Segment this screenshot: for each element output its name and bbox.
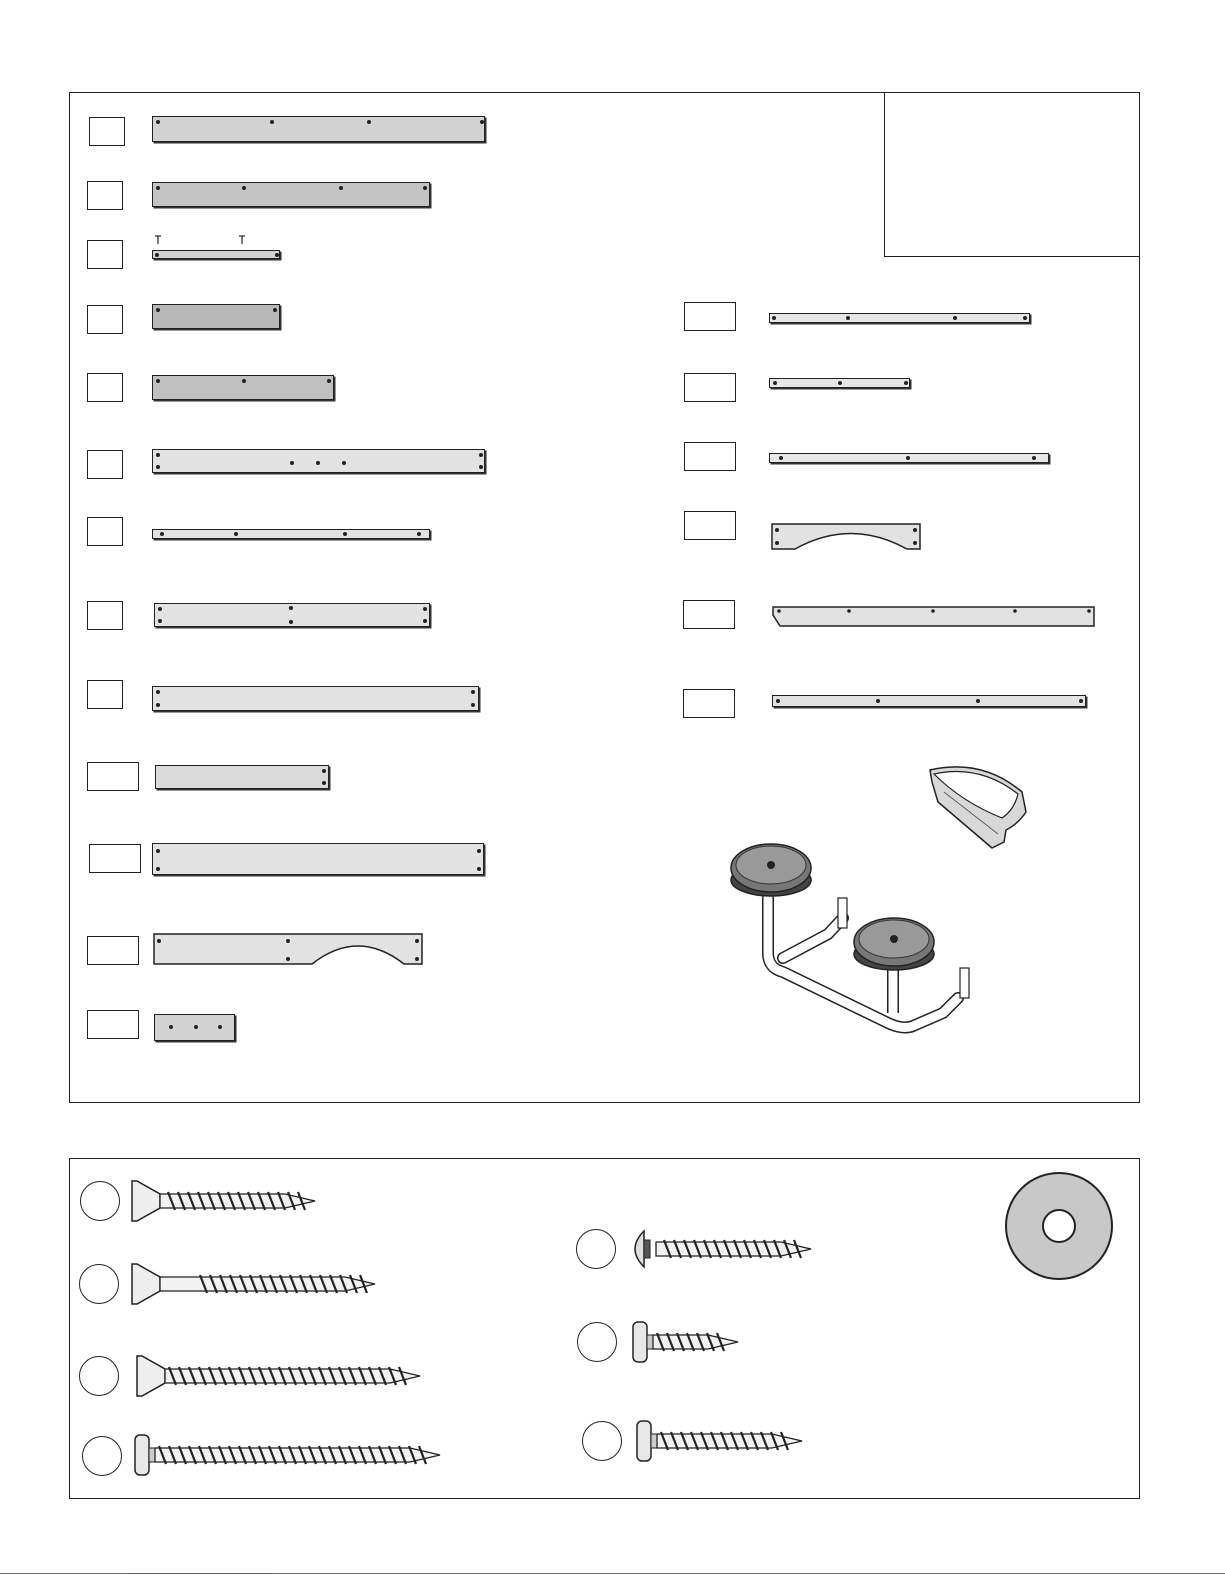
pan-head-screw-icon [135, 1435, 440, 1475]
flat-head-screw-icon [137, 1356, 420, 1396]
truss-head-screw-icon [635, 1231, 811, 1267]
pan-head-screw-icon [633, 1322, 738, 1362]
flat-head-screw-icon [132, 1264, 375, 1304]
washer-icon [1003, 1170, 1115, 1282]
flat-head-screw-icon [132, 1181, 315, 1221]
pan-head-screw-icon [637, 1421, 802, 1461]
footer-link-underline [130, 1573, 270, 1574]
